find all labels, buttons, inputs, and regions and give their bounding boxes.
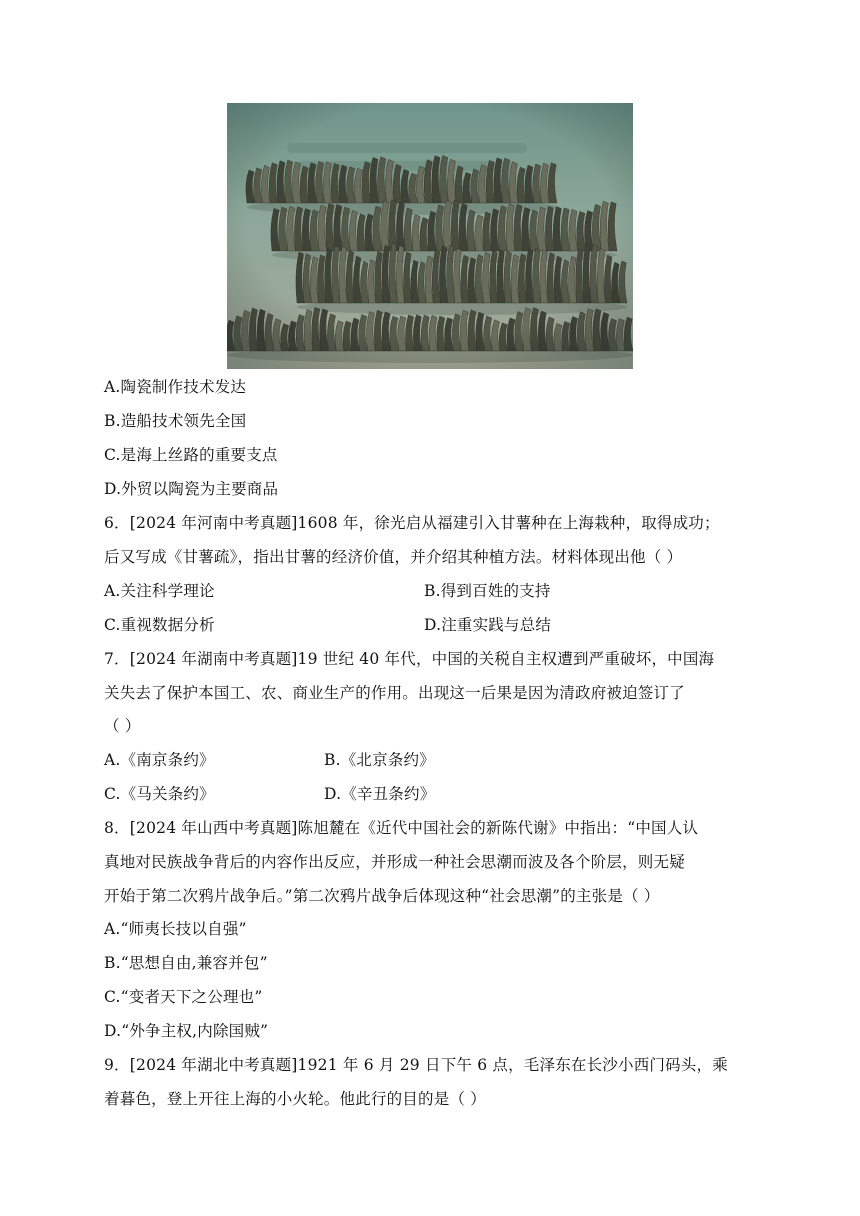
q8-option-a: A.“师夷长技以自强” [104, 920, 247, 938]
q5-option-a: A.陶瓷制作技术发达 [104, 378, 247, 396]
q5-option-d: D.外贸以陶瓷为主要商品 [104, 480, 279, 498]
q6-options-row-2 [104, 615, 552, 635]
q7-stem-line-1: 7．[2024 年湖南中考真题]19 世纪 40 年代，中国的关税自主权遭到严重破坏，中国海 [104, 650, 715, 668]
q6-option-b: B.得到百姓的支持 [424, 582, 551, 600]
q8-option-b: B.“思想自由,兼容并包” [104, 954, 268, 972]
q7-options-row-2 [104, 784, 436, 804]
q8-option-d: D.“外争主权,内除国贼” [104, 1022, 269, 1040]
q6-option-a: A.关注科学理论 [104, 582, 215, 600]
q8-option-c: C.“变者天下之公理也” [104, 988, 263, 1006]
q8-stem-line-2: 真地对民族战争背后的内容作出反应，并形成一种社会思潮而波及各个阶层，则无疑 [104, 853, 685, 871]
q8-stem-line-1: 8．[2024 年山西中考真题]陈旭麓在《近代中国社会的新陈代谢》中指出：“中国人认 [104, 819, 699, 837]
q6-options-row-1 [104, 581, 551, 601]
q6-stem-line-1: 6．[2024 年河南中考真题]1608 年，徐光启从福建引入甘薯种在上海栽种，取得成功； [104, 514, 720, 532]
underwater-porcelain-photo [227, 103, 633, 369]
q7-options-row-1 [104, 750, 435, 770]
q7-option-b: B.《北京条约》 [324, 751, 435, 769]
q8-stem-line-3: 开始于第二次鸦片战争后。”第二次鸦片战争后体现这种“社会思潮”的主张是（ ） [104, 887, 660, 905]
q9-stem-line-2: 着暮色，登上开往上海的小火轮。他此行的目的是（ ） [104, 1090, 486, 1108]
shipwreck-porcelain-image [227, 103, 633, 369]
q7-stem-line-3: （ ） [104, 717, 141, 735]
q6-stem-line-2: 后又写成《甘薯疏》，指出甘薯的经济价值，并介绍其种植方法。材料体现出他（ ） [104, 548, 683, 566]
q9-stem-line-1: 9．[2024 年湖北中考真题]1921 年 6 月 29 日下午 6 点，毛泽东在长沙小西门码头，乘 [104, 1056, 728, 1074]
q7-option-d: D.《辛丑条约》 [324, 785, 436, 803]
q6-option-d: D.注重实践与总结 [424, 616, 552, 634]
q7-option-c: C.《马关条约》 [104, 785, 215, 803]
q7-stem-line-2: 关失去了保护本国工、农、商业生产的作用。出现这一后果是因为清政府被迫签订了 [104, 684, 685, 702]
q7-option-a: A.《南京条约》 [104, 751, 215, 769]
q5-option-b: B.造船技术领先全国 [104, 412, 247, 430]
q6-option-c: C.重视数据分析 [104, 616, 215, 634]
q5-option-c: C.是海上丝路的重要支点 [104, 446, 278, 464]
